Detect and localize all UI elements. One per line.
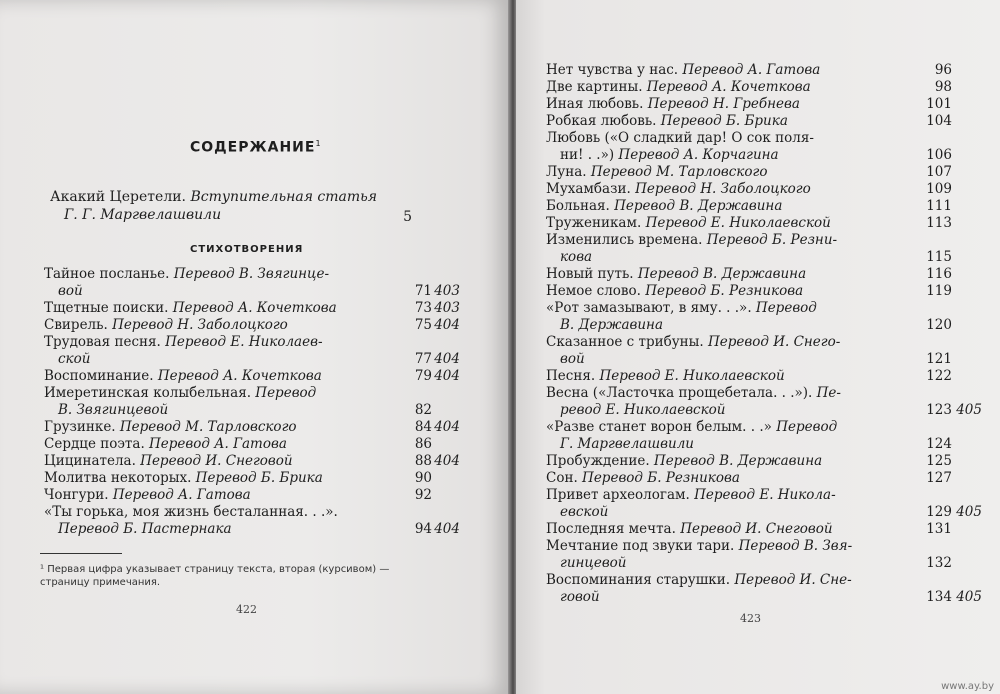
section-heading: СТИХОТВОРЕНИЯ — [190, 244, 304, 255]
toc-entry-page: 107 — [926, 164, 952, 180]
toc-entry — [546, 487, 986, 521]
toc-entry-page: 92 — [414, 487, 432, 503]
toc-entry — [44, 317, 460, 334]
toc-entry-title: Последняя мечта. — [546, 521, 676, 537]
left-folio: 422 — [236, 603, 257, 616]
toc-entry — [44, 266, 460, 300]
toc-entry-line — [44, 436, 460, 453]
toc-entry-note-page: 404 — [434, 351, 460, 367]
toc-entry-title: «Ты горька, моя жизнь бесталанная. . .». — [44, 504, 338, 520]
toc-entry-page: 127 — [926, 470, 952, 486]
toc-entry-title: Новый путь. — [546, 266, 634, 282]
toc-entry-page: 82 — [414, 402, 432, 418]
toc-entry-note-page: 405 — [956, 402, 982, 418]
toc-entry-page: 122 — [926, 368, 952, 384]
toc-entry-line — [546, 385, 986, 402]
toc-entry-title: Нет чувства у нас. — [546, 62, 679, 78]
toc-entry-translator: Перевод Е. Никола- — [694, 487, 836, 503]
toc-entry-title: Тщетные поиски. — [44, 300, 169, 316]
toc-entry-cont-text: ревод Е. Николаевской — [560, 402, 726, 418]
toc-entry-title: Сказанное с трибуны. — [546, 334, 704, 350]
toc-entry — [546, 419, 986, 453]
toc-entry-page: 106 — [926, 147, 952, 163]
toc-entry-title: Песня. — [546, 368, 596, 384]
toc-entry — [546, 385, 986, 419]
toc-entry-translator: Перевод Е. Николаев- — [165, 334, 323, 350]
toc-entry-line — [546, 368, 986, 385]
right-page — [516, 0, 1000, 694]
toc-entry-page: 98 — [934, 79, 952, 95]
toc-entry-continuation — [546, 351, 986, 368]
toc-entry-translator: Перевод Е. Николаевской — [645, 215, 831, 231]
toc-entry-cont-text: говой — [560, 589, 600, 605]
toc-entry-title: Грузинке. — [44, 419, 116, 435]
toc-entry-page: 86 — [414, 436, 432, 452]
toc-entry-continuation — [546, 504, 986, 521]
toc-entry — [546, 62, 986, 79]
toc-entry-line — [44, 453, 460, 470]
toc-entry-title: Имеретинская колыбельная. — [44, 385, 251, 401]
toc-entry-title: Две картины. — [546, 79, 643, 95]
toc-entry-line — [546, 521, 986, 538]
toc-entry-page: 73 — [414, 300, 432, 316]
toc-entry-title: Мухамбази. — [546, 181, 631, 197]
toc-entry — [44, 470, 460, 487]
toc-entry-page: 124 — [926, 436, 952, 452]
toc-entry-title: «Рот замазывают, в яму. . .». — [546, 300, 752, 316]
title-footnote-mark: 1 — [315, 139, 322, 148]
toc-entry-page: 109 — [926, 181, 952, 197]
toc-entry-line — [546, 130, 986, 147]
toc-entry-translator: Перевод Б. Резни- — [706, 232, 838, 248]
toc-entry-page: 123 — [926, 402, 952, 418]
toc-entry-translator: Перевод Н. Заболоцкого — [635, 181, 811, 197]
toc-entry-continuation — [546, 589, 986, 606]
toc-entry — [44, 300, 460, 317]
toc-entry-cont-text: гинцевой — [560, 555, 627, 571]
toc-entry-continuation — [546, 249, 986, 266]
toc-entry-page: 75 — [414, 317, 432, 333]
toc-entry — [44, 487, 460, 504]
toc-entry-line — [44, 504, 460, 521]
toc-entry-translator: Перевод В. Звя- — [738, 538, 853, 554]
toc-entry-line — [546, 470, 986, 487]
toc-entry — [546, 198, 986, 215]
toc-entry-note-page: 405 — [956, 504, 982, 520]
toc-entry-title: Воспоминания старушки. — [546, 572, 731, 588]
intro-page: 5 — [403, 209, 412, 225]
toc-entry-page: 71 — [414, 283, 432, 299]
toc-entry-line — [44, 368, 460, 385]
toc-entry-title: Тайное посланье. — [44, 266, 170, 282]
toc-entry-translator: Перевод А. Кочеткова — [646, 79, 811, 95]
toc-entry-line — [44, 266, 460, 283]
toc-entry-translator: Перевод Б. Резникова — [645, 283, 804, 299]
toc-entry-translator: Перевод Н. Заболоцкого — [112, 317, 288, 333]
toc-entry-page: 134 — [926, 589, 952, 605]
toc-entry-title: Робкая любовь. — [546, 113, 657, 129]
page-title: СОДЕРЖАНИЕ$^1$ — [190, 139, 322, 156]
toc-entry — [546, 283, 986, 300]
toc-entry-title: Немое слово. — [546, 283, 641, 299]
toc-entry-line — [546, 181, 986, 198]
toc-entry-page: 121 — [926, 351, 952, 367]
intro-entry — [50, 188, 460, 224]
toc-entry-title: Сердце поэта. — [44, 436, 145, 452]
toc-entry — [546, 334, 986, 368]
toc-entry-cont-text: вой — [58, 283, 83, 299]
toc-entry — [546, 113, 986, 130]
toc-entry-continuation — [44, 283, 460, 300]
toc-entry-title: Трудовая песня. — [44, 334, 161, 350]
toc-entry-translator: Перевод — [776, 419, 838, 435]
toc-entry — [546, 453, 986, 470]
right-toc-list — [546, 62, 986, 606]
toc-entry-page: 79 — [414, 368, 432, 384]
toc-entry — [44, 419, 460, 436]
toc-entry-continuation — [44, 351, 460, 368]
toc-entry — [546, 79, 986, 96]
toc-entry-line — [44, 317, 460, 334]
toc-entry-title: Труженикам. — [546, 215, 642, 231]
toc-entry-title: Больная. — [546, 198, 610, 214]
toc-entry-page: 88 — [414, 453, 432, 469]
toc-entry — [546, 368, 986, 385]
toc-entry-line — [546, 215, 986, 232]
toc-entry — [546, 572, 986, 606]
toc-entry-line — [546, 334, 986, 351]
toc-entry-note-page: 403 — [434, 283, 460, 299]
toc-entry-page: 84 — [414, 419, 432, 435]
intro-title: Вступительная статья — [190, 189, 378, 205]
toc-entry-line — [546, 300, 986, 317]
toc-entry-translator: Перевод Е. Николаевской — [599, 368, 785, 384]
toc-entry-title: Молитва некоторых. — [44, 470, 192, 486]
toc-entry-translator: Перевод М. Тарловского — [590, 164, 768, 180]
toc-entry-page: 111 — [926, 198, 952, 214]
toc-entry-line — [546, 572, 986, 589]
toc-entry — [546, 96, 986, 113]
toc-entry — [44, 453, 460, 470]
toc-entry — [546, 181, 986, 198]
toc-entry-translator: Перевод И. Снеговой — [140, 453, 293, 469]
toc-entry — [44, 436, 460, 453]
toc-entry — [546, 521, 986, 538]
toc-entry-line — [546, 79, 986, 96]
toc-entry-title: Пробуждение. — [546, 453, 650, 469]
toc-entry-translator: Перевод Б. Брика — [195, 470, 323, 486]
toc-entry — [546, 215, 986, 232]
toc-entry-title: Цицинатела. — [44, 453, 136, 469]
toc-entry — [546, 164, 986, 181]
toc-entry-title: Привет археологам. — [546, 487, 690, 503]
toc-entry — [44, 385, 460, 419]
toc-entry-translator: Перевод А. Гатова — [149, 436, 287, 452]
toc-entry-line — [44, 385, 460, 402]
toc-entry-cont-text: В. Державина — [560, 317, 663, 333]
toc-entry-continuation — [44, 521, 460, 538]
toc-entry-continuation — [546, 147, 986, 164]
toc-entry-translator: Перевод А. Гатова — [682, 62, 821, 78]
toc-entry-translator: Перевод Н. Гребнева — [647, 96, 800, 112]
toc-entry-page: 113 — [926, 215, 952, 231]
footnote: ¹ Первая цифра указывает страницу текста, вторая (курсивом) — страницу примечания. — [40, 564, 390, 588]
toc-entry-note-page: 405 — [956, 589, 982, 605]
toc-entry-page: 120 — [926, 317, 952, 333]
toc-entry — [546, 232, 986, 266]
toc-entry-note-page: 403 — [434, 300, 460, 316]
toc-entry — [44, 334, 460, 368]
toc-entry-cont-text: ской — [58, 351, 91, 367]
toc-entry-continuation — [546, 436, 986, 453]
toc-entry-cont-text: кова — [560, 249, 593, 265]
toc-entry-line — [546, 96, 986, 113]
toc-entry-line — [546, 198, 986, 215]
intro-author: Акакий Церетели. — [50, 189, 187, 205]
toc-entry-line — [44, 470, 460, 487]
toc-entry-cont-text: В. Звягинцевой — [58, 402, 169, 418]
toc-entry-title: Изменились времена. — [546, 232, 703, 248]
toc-entry-translator: Перевод И. Сне- — [734, 572, 852, 588]
toc-entry-title: Мечтание под звуки тари. — [546, 538, 735, 554]
toc-entry-cont-text: Перевод Б. Пастернака — [58, 521, 232, 537]
toc-entry-title: Любовь («О сладкий дар! О сок поля- — [546, 130, 814, 146]
toc-entry-translator: Перевод А. Гатова — [112, 487, 251, 503]
footnote-rule — [40, 553, 122, 554]
toc-entry-title: Сон. — [546, 470, 578, 486]
toc-entry-page: 101 — [926, 96, 952, 112]
toc-entry-note-page: 404 — [434, 419, 460, 435]
toc-entry — [546, 538, 986, 572]
toc-entry-title: Весна («Ласточка прощебетала. . .»). — [546, 385, 813, 401]
toc-entry-translator: Перевод В. Державина — [653, 453, 823, 469]
toc-entry-cont-text: ни! . .») — [560, 147, 615, 163]
toc-entry-title: «Разве станет ворон белым. . .» — [546, 419, 772, 435]
toc-entry-title: Луна. — [546, 164, 587, 180]
toc-entry-note-page: 404 — [434, 317, 460, 333]
toc-entry-cont-text: вой — [560, 351, 585, 367]
intro-line2: Г. Г. Маргвелашвили — [64, 207, 222, 223]
toc-entry-translator: Пе- — [816, 385, 841, 401]
toc-entry-page: 132 — [926, 555, 952, 571]
toc-entry-line — [546, 232, 986, 249]
toc-entry-line — [546, 164, 986, 181]
toc-entry-page: 116 — [926, 266, 952, 282]
toc-entry — [546, 300, 986, 334]
toc-entry-translator: Перевод И. Снеговой — [680, 521, 833, 537]
toc-entry-line — [44, 334, 460, 351]
toc-entry-line — [546, 62, 986, 79]
toc-entry-translator: Перевод Б. Брика — [660, 113, 788, 129]
toc-entry-title: Чонгури. — [44, 487, 109, 503]
toc-entry — [546, 130, 986, 164]
toc-entry-cont-text: Г. Маргвелашвили — [560, 436, 694, 452]
toc-entry-note-page: 404 — [434, 453, 460, 469]
toc-entry — [44, 368, 460, 385]
toc-entry-cont-text: евской — [560, 504, 609, 520]
toc-entry-page: 90 — [414, 470, 432, 486]
toc-entry-translator: Перевод М. Тарловского — [119, 419, 297, 435]
toc-entry-continuation — [44, 402, 460, 419]
toc-entry-line — [546, 419, 986, 436]
toc-entry — [546, 266, 986, 283]
toc-entry-continuation — [546, 555, 986, 572]
toc-entry-page: 119 — [926, 283, 952, 299]
toc-entry-title: Воспоминание. — [44, 368, 154, 384]
toc-entry-page: 131 — [926, 521, 952, 537]
toc-entry-title: Иная любовь. — [546, 96, 644, 112]
toc-entry-translator: Перевод — [755, 300, 817, 316]
toc-entry-page: 94 — [414, 521, 432, 537]
toc-entry-translator: Перевод В. Державина — [614, 198, 783, 214]
toc-entry-translator: Перевод А. Корчагина — [618, 147, 779, 163]
toc-entry-translator: Перевод В. Звягинце- — [173, 266, 330, 282]
toc-entry-line — [546, 266, 986, 283]
toc-entry-line — [546, 283, 986, 300]
toc-entry — [546, 470, 986, 487]
toc-entry-translator: Перевод И. Снего- — [708, 334, 841, 350]
toc-entry — [44, 504, 460, 538]
toc-entry-note-page: 404 — [434, 521, 460, 537]
toc-entry-continuation — [546, 402, 986, 419]
right-folio: 423 — [740, 612, 761, 625]
toc-entry-line — [546, 113, 986, 130]
toc-entry-page: 104 — [926, 113, 952, 129]
toc-entry-translator: Перевод А. Кочеткова — [172, 300, 337, 316]
toc-entry-translator: Перевод А. Кочеткова — [157, 368, 322, 384]
toc-entry-line — [44, 419, 460, 436]
toc-entry-line — [546, 487, 986, 504]
toc-entry-translator: Перевод Б. Резникова — [582, 470, 740, 486]
toc-entry-translator: Перевод — [255, 385, 317, 401]
toc-entry-title: Свирель. — [44, 317, 108, 333]
watermark: www.ay.by — [941, 681, 994, 692]
toc-entry-translator: Перевод В. Державина — [637, 266, 807, 282]
toc-entry-page: 115 — [926, 249, 952, 265]
left-toc-list — [44, 266, 460, 538]
toc-entry-note-page: 404 — [434, 368, 460, 384]
toc-entry-continuation — [546, 317, 986, 334]
toc-entry-page: 77 — [414, 351, 432, 367]
toc-entry-line — [546, 453, 986, 470]
toc-entry-page: 125 — [926, 453, 952, 469]
toc-entry-line — [44, 487, 460, 504]
toc-entry-line — [44, 300, 460, 317]
toc-entry-page: 96 — [934, 62, 952, 78]
toc-entry-page: 129 — [926, 504, 952, 520]
toc-entry-line — [546, 538, 986, 555]
